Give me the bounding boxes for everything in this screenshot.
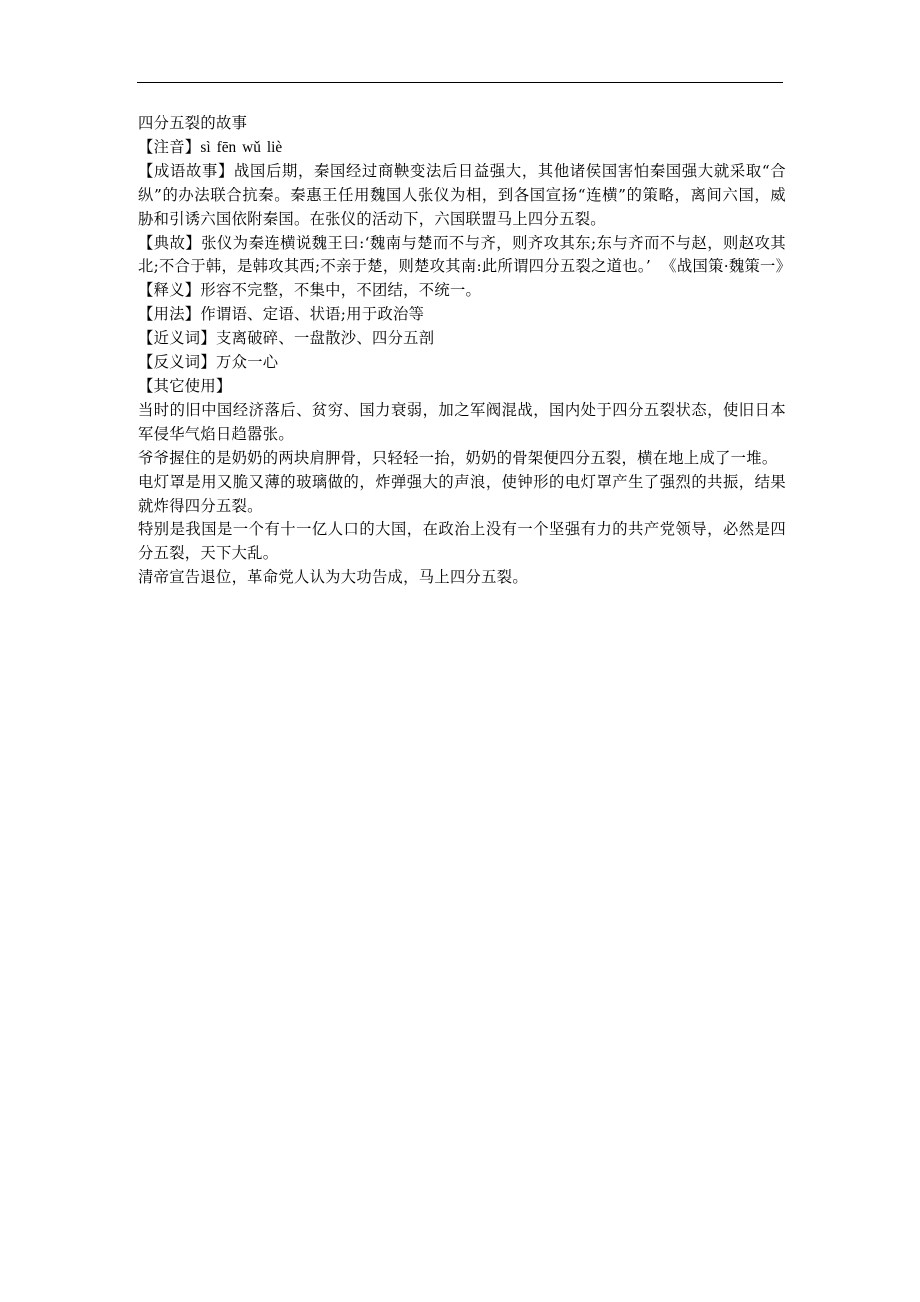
usage-text: 作谓语、定语、状语;用于政治等 (200, 305, 425, 324)
pinyin (200, 139, 288, 156)
story-paragraph (138, 160, 786, 232)
document-body (138, 112, 792, 590)
example-sentence: 清帝宣告退位，革命党人认为大功告成，马上四分五裂。 (138, 568, 528, 587)
pinyin-syllable: sì (200, 138, 211, 156)
meaning-label: 【释义】 (138, 281, 201, 300)
other-usage-heading: 【其它使用】 (138, 376, 232, 395)
synonyms-text: 支离破碎、一盘散沙、四分五剖 (216, 329, 435, 348)
synonyms-label: 【近义词】 (138, 329, 216, 348)
antonyms-paragraph (138, 351, 786, 375)
meaning-paragraph (138, 279, 786, 303)
story-text: 战国后期，秦国经过商鞅变法后日益强大，其他诸侯国害怕秦国强大就采取“合纵”的办法联合抗秦。秦惠王任用魏国人张仪为相，到各国宣扬“连横”的策略，离间六国，威胁和引诱六国依附秦国。在张仪的活动下，六国联盟马上四分五裂。 (138, 161, 786, 228)
pronunciation-label: 【注音】 (138, 137, 201, 156)
document-title: 四分五裂的故事 (138, 114, 248, 132)
example-sentence: 爷爷握住的是奶奶的两块肩胛骨，只轻轻一抬，奶奶的骨架便四分五裂，横在地上成了一堆。 (138, 448, 778, 467)
antonyms-text: 万众一心 (216, 353, 279, 372)
synonyms-paragraph (138, 327, 786, 351)
pinyin-syllable: wǔ (242, 138, 261, 156)
example-sentence: 电灯罩是用又脆又薄的玻璃做的，炸弹强大的声浪，使钟形的电灯罩产生了强烈的共振，结果就炸得四分五裂。 (138, 472, 786, 515)
usage-label: 【用法】 (138, 305, 201, 324)
story-label: 【成语故事】 (138, 161, 234, 180)
antonyms-label: 【反义词】 (138, 353, 216, 372)
allusion-text: 张仪为秦连横说魏王曰:‘魏南与楚而不与齐，则齐攻其东;东与齐而不与赵，则赵攻其北;不合于韩，是韩攻其西;不亲于楚，则楚攻其南:此所谓四分五裂之道也。’ 《战国策·魏策一》 (138, 233, 792, 276)
pinyin-syllable: fēn (216, 138, 237, 156)
example-sentence: 当时的旧中国经济落后、贫穷、国力衰弱，加之军阀混战，国内处于四分五裂状态，使旧日本军侵华气焰日趋嚣张。 (138, 400, 786, 443)
meaning-text: 形容不完整，不集中，不团结，不统一。 (200, 281, 482, 300)
pinyin-syllable: liè (266, 138, 283, 156)
example-sentence: 特别是我国是一个有十一亿人口的大国，在政治上没有一个坚强有力的共产党领导，必然是四分五裂，天下大乱。 (138, 520, 786, 563)
allusion-paragraph (138, 232, 792, 280)
pronunciation-line (138, 136, 786, 160)
header-rule (137, 82, 783, 83)
usage-paragraph (138, 303, 786, 327)
allusion-label: 【典故】 (138, 233, 202, 252)
